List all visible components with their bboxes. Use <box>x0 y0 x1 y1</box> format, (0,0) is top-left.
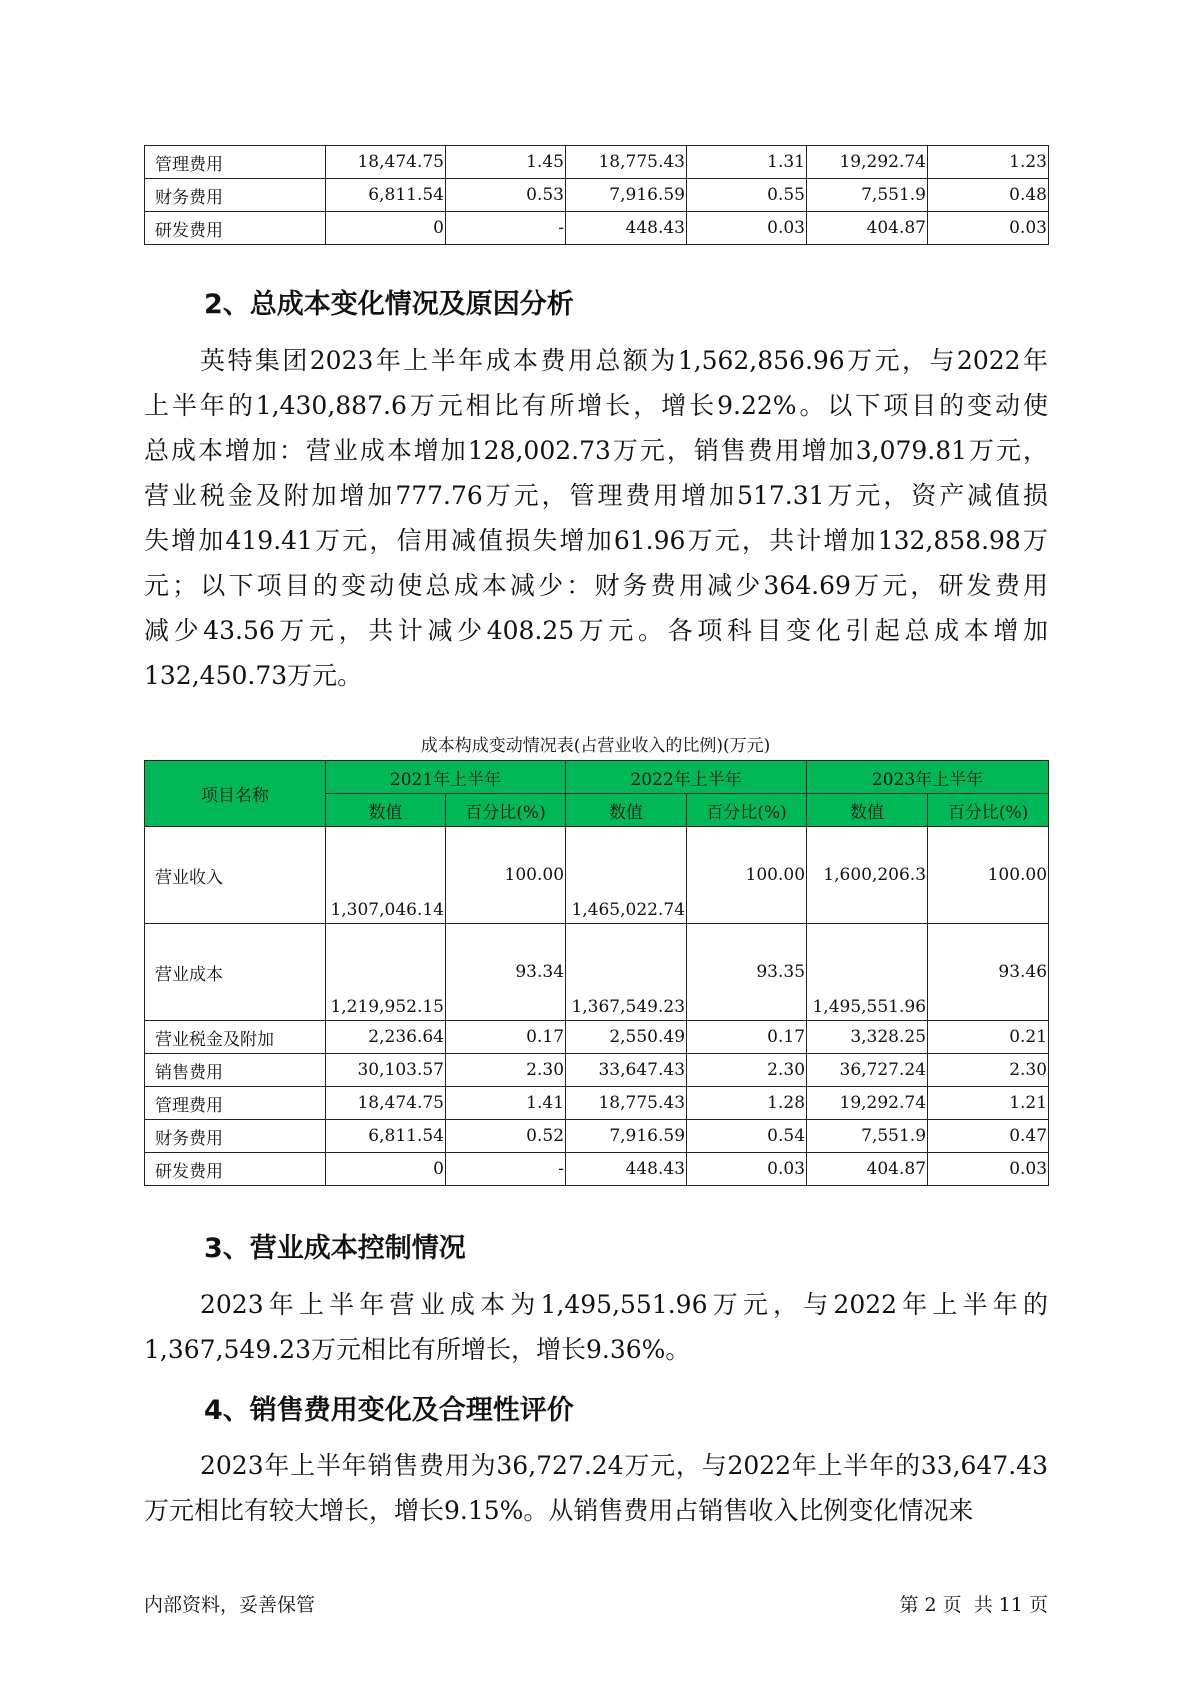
percent-cell: 0.17 <box>687 1021 807 1054</box>
table-row <box>145 1120 1049 1153</box>
value-cell: 18,474.75 <box>326 146 446 179</box>
paragraph-line: 营业税金及附加增加777.76万元，管理费用增加517.31万元，资产减值损 <box>144 481 1048 510</box>
paragraph-line: 英特集团2023年上半年成本费用总额为1,562,856.96万元，与2022年 <box>200 346 1048 375</box>
value-cell: 36,727.24 <box>807 1054 928 1087</box>
table-row <box>145 146 1049 179</box>
row-label: 营业税金及附加 <box>145 1021 326 1054</box>
table-row <box>145 179 1049 212</box>
paragraph-line: 元；以下项目的变动使总成本减少：财务费用减少364.69万元，研发费用 <box>144 571 1048 600</box>
header-year: 2021年上半年 <box>326 761 566 794</box>
percent-cell: 0.03 <box>928 212 1049 245</box>
percent-cell: 100.00 <box>446 827 566 924</box>
table-row <box>145 1087 1049 1120</box>
percent-cell: 0.52 <box>446 1120 566 1153</box>
row-label: 研发费用 <box>145 212 326 245</box>
footer-confidential: 内部资料，妥善保管 <box>144 1594 316 1616</box>
section-4-heading: 4、销售费用变化及合理性评价 <box>204 1395 574 1426</box>
value-cell: 2,550.49 <box>566 1021 687 1054</box>
header-value: 数值 <box>326 794 446 827</box>
percent-cell: - <box>446 212 566 245</box>
row-label: 管理费用 <box>145 1087 326 1120</box>
section-3-paragraph <box>144 1282 1048 1372</box>
header-year: 2022年上半年 <box>566 761 807 794</box>
percent-cell: 1.23 <box>928 146 1049 179</box>
value-cell: 1,465,022.74 <box>566 827 687 924</box>
value-cell: 0 <box>326 212 446 245</box>
paragraph-line: 2023年上半年营业成本为1,495,551.96万元，与2022年上半年的 <box>200 1290 1048 1319</box>
percent-cell: 0.55 <box>687 179 807 212</box>
value-cell: 2,236.64 <box>326 1021 446 1054</box>
footer-page-number: 第 2 页 共 11 页 <box>899 1594 1048 1616</box>
value-cell: 1,307,046.14 <box>326 827 446 924</box>
value-cell: 18,775.43 <box>566 1087 687 1120</box>
table-row <box>145 212 1049 245</box>
percent-cell: 0.21 <box>928 1021 1049 1054</box>
percent-cell: - <box>446 1153 566 1186</box>
header-percent: 百分比(%) <box>446 794 566 827</box>
header-item-name: 项目名称 <box>145 761 326 827</box>
header-year: 2023年上半年 <box>807 761 1049 794</box>
value-cell: 18,474.75 <box>326 1087 446 1120</box>
percent-cell: 2.30 <box>928 1054 1049 1087</box>
value-cell: 448.43 <box>566 212 687 245</box>
percent-cell: 1.45 <box>446 146 566 179</box>
section-4-paragraph <box>144 1443 1048 1533</box>
row-label: 研发费用 <box>145 1153 326 1186</box>
section-3-heading: 3、营业成本控制情况 <box>204 1233 466 1264</box>
cost-composition-table <box>144 760 1049 1186</box>
value-cell: 1,219,952.15 <box>326 924 446 1021</box>
value-cell: 3,328.25 <box>807 1021 928 1054</box>
value-cell: 448.43 <box>566 1153 687 1186</box>
percent-cell: 0.17 <box>446 1021 566 1054</box>
paragraph-line: 减少43.56万元，共计减少408.25万元。各项科目变化引起总成本增加 <box>144 616 1048 645</box>
percent-cell: 0.47 <box>928 1120 1049 1153</box>
paragraph-line: 总成本增加：营业成本增加128,002.73万元，销售费用增加3,079.81万元， <box>144 436 1048 465</box>
percent-cell: 2.30 <box>687 1054 807 1087</box>
table-row <box>145 1054 1049 1087</box>
table-row <box>145 1021 1049 1054</box>
percent-cell: 1.41 <box>446 1087 566 1120</box>
value-cell: 6,811.54 <box>326 179 446 212</box>
value-cell: 19,292.74 <box>807 1087 928 1120</box>
section-2-paragraph <box>144 338 1048 698</box>
paragraph-line: 万元相比有较大增长，增长9.15%。从销售费用占销售收入比例变化情况来 <box>144 1496 974 1525</box>
value-cell: 7,916.59 <box>566 179 687 212</box>
value-cell: 1,495,551.96 <box>807 924 928 1021</box>
paragraph-line: 上半年的1,430,887.6万元相比有所增长，增长9.22%。以下项目的变动使 <box>144 391 1048 420</box>
row-label: 销售费用 <box>145 1054 326 1087</box>
percent-cell: 1.28 <box>687 1087 807 1120</box>
value-cell: 7,551.9 <box>807 1120 928 1153</box>
percent-cell: 100.00 <box>687 827 807 924</box>
row-label: 营业收入 <box>145 827 326 924</box>
header-percent: 百分比(%) <box>928 794 1049 827</box>
value-cell: 1,600,206.3 <box>807 827 928 924</box>
percent-cell: 0.54 <box>687 1120 807 1153</box>
paragraph-line: 2023年上半年销售费用为36,727.24万元，与2022年上半年的33,647.43 <box>200 1451 1048 1480</box>
percent-cell: 0.53 <box>446 179 566 212</box>
percent-cell: 1.21 <box>928 1087 1049 1120</box>
paragraph-line: 失增加419.41万元，信用减值损失增加61.96万元，共计增加132,858.98万 <box>144 526 1048 555</box>
percent-cell: 0.03 <box>687 212 807 245</box>
percent-cell: 0.03 <box>928 1153 1049 1186</box>
value-cell: 1,367,549.23 <box>566 924 687 1021</box>
header-value: 数值 <box>566 794 687 827</box>
expense-table-continued <box>144 145 1049 245</box>
paragraph-line: 1,367,549.23万元相比有所增长，增长9.36%。 <box>144 1335 691 1364</box>
percent-cell: 93.34 <box>446 924 566 1021</box>
percent-cell: 100.00 <box>928 827 1049 924</box>
value-cell: 404.87 <box>807 212 928 245</box>
value-cell: 404.87 <box>807 1153 928 1186</box>
value-cell: 33,647.43 <box>566 1054 687 1087</box>
percent-cell: 93.35 <box>687 924 807 1021</box>
percent-cell: 0.03 <box>687 1153 807 1186</box>
header-value: 数值 <box>807 794 928 827</box>
percent-cell: 1.31 <box>687 146 807 179</box>
paragraph-line: 132,450.73万元。 <box>144 661 363 690</box>
row-label: 管理费用 <box>145 146 326 179</box>
percent-cell: 93.46 <box>928 924 1049 1021</box>
value-cell: 7,916.59 <box>566 1120 687 1153</box>
value-cell: 30,103.57 <box>326 1054 446 1087</box>
table-row <box>145 1153 1049 1186</box>
row-label: 营业成本 <box>145 924 326 1021</box>
percent-cell: 2.30 <box>446 1054 566 1087</box>
header-percent: 百分比(%) <box>687 794 807 827</box>
table-row <box>145 924 1049 1021</box>
value-cell: 7,551.9 <box>807 179 928 212</box>
row-label: 财务费用 <box>145 1120 326 1153</box>
table-row <box>145 827 1049 924</box>
row-label: 财务费用 <box>145 179 326 212</box>
table-caption: 成本构成变动情况表(占营业收入的比例)(万元) <box>420 736 771 756</box>
value-cell: 19,292.74 <box>807 146 928 179</box>
value-cell: 0 <box>326 1153 446 1186</box>
value-cell: 18,775.43 <box>566 146 687 179</box>
value-cell: 6,811.54 <box>326 1120 446 1153</box>
section-2-heading: 2、总成本变化情况及原因分析 <box>204 289 574 320</box>
percent-cell: 0.48 <box>928 179 1049 212</box>
